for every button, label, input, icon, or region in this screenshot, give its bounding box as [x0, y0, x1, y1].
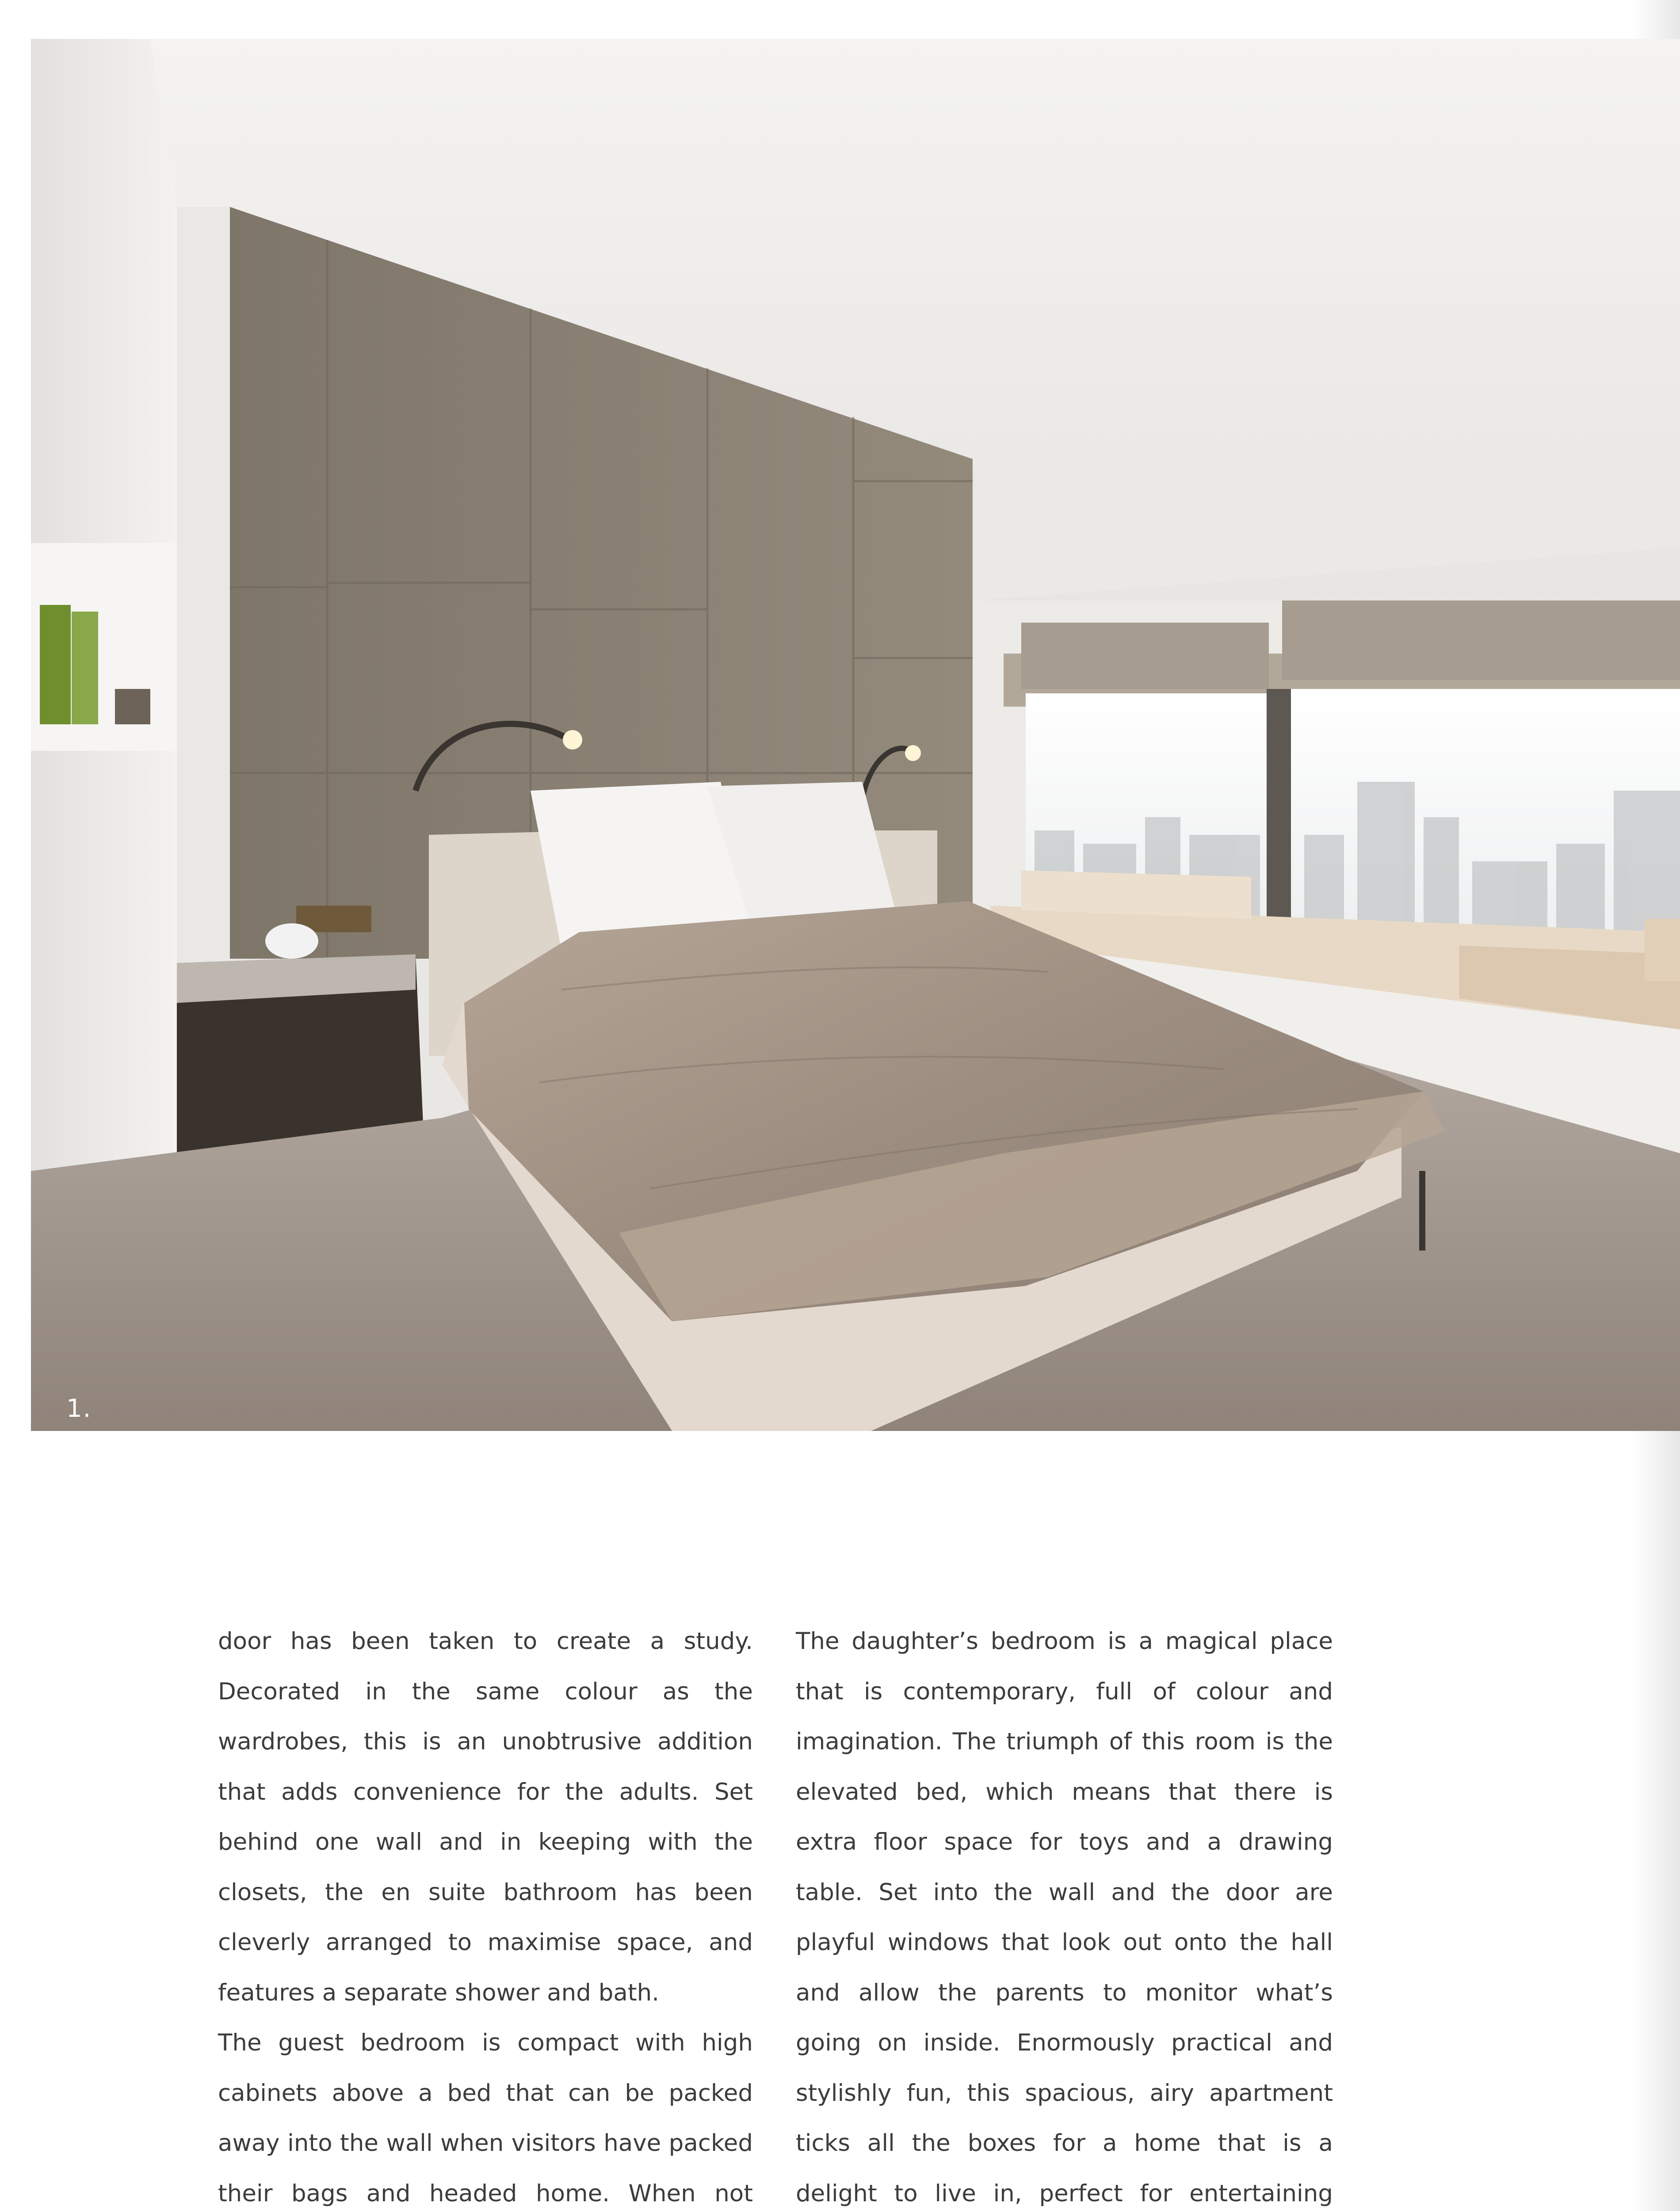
- paragraph: The daughter’s bedroom is a magical place that is contemporary, full of colour and imagination. The triumph of this room is the elevated bed, which means that there is extra floor space for toys and a drawing table. Set into the wall and the door are playful windows that look out onto the hall and allow the parents to monitor what’s going on inside. Enormously practical and stylishly fun, this spacious, airy apartment ticks all the boxes for a home that is a delight to live in, perfect for entertaining: [796, 1628, 1333, 2207]
- bedroom-photo: [31, 39, 1680, 1431]
- bedroom-illustration: [31, 39, 1680, 1431]
- text-column-left: [218, 1616, 753, 2211]
- paragraph: The guest bedroom is compact with high cabinets above a bed that can be packed away into the wall when visitors have packed their bags and headed home. When not: [218, 2029, 753, 2207]
- paragraph: door has been taken to create a study. Decorated in the same colour as the wardrobes, this is an unobtrusive addition that adds convenience for the adults. Set behind one wall and in keeping with the closets, the en suite bathroom has been cleverly arranged to maximise space, and features a separate shower and bath.: [218, 1628, 753, 2006]
- photo-number: 1.: [66, 1394, 92, 1423]
- text-column-right: [796, 1616, 1333, 2211]
